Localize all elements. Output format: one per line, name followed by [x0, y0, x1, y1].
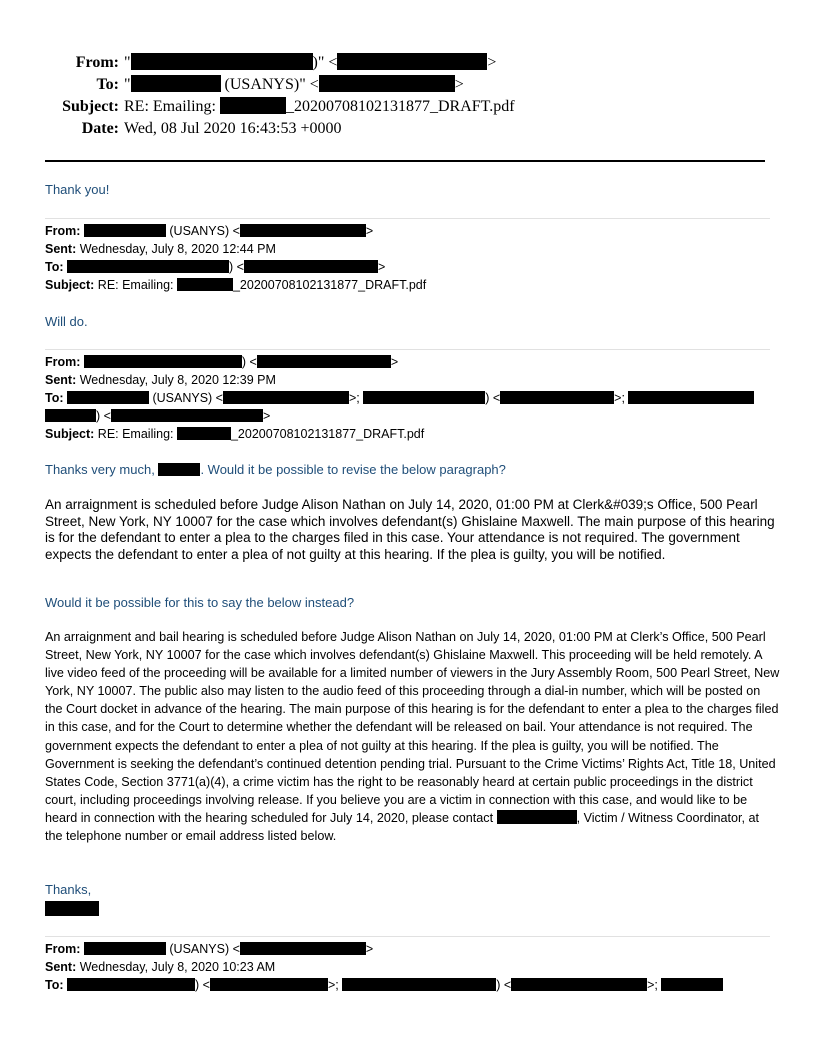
header-divider	[45, 160, 765, 162]
redaction	[131, 75, 221, 92]
redaction	[244, 260, 378, 273]
redaction	[363, 391, 485, 404]
header-from-label: From:	[75, 54, 119, 71]
message-body: Will do.	[45, 314, 88, 329]
redaction	[131, 53, 313, 70]
redaction	[84, 355, 242, 368]
revised-paragraph: An arraignment and bail hearing is scheduled before Judge Alison Nathan on July 14, 2020, 01:00 PM at Clerk’s Office, 500 Pearl Street, New York, NY 10007 for the case which involves defendant(s) Ghislaine Maxwell. This proceeding will be held remotely. A live video feed of the proceeding will be available for a limited number of viewers in the Jury Assembly Room, 500 Pearl Street, New York, NY 10007. The public also may listen to the audio feed of this proceeding through a dial-in number, which will be posted on the Court docket in advance of the hearing. The main purpose of this hearing is for the defendant to enter a plea to the charges filed in this case, and for the Court to determine whether the defendant will be released on bail. Your attendance is not required. The government expects the defendant to enter a plea of not guilty at this hearing. If the plea is guilty, you will be notified. The Government is seeking the defendant’s continued detention pending trial. Pursuant to the Crime Victims’ Rights Act, Title 18, United States Code, Section 3771(a)(4), a crime victim has the right to be reasonably heard at certain public proceedings in the district court, including proceedings involving release. If you believe you are a victim in connection with this case, and would like to be heard in connection with the hearing scheduled for July 14, 2020, please contact , Victim / Witness Coordinator, at the telephone number or email address listed below.	[45, 630, 780, 844]
redaction	[111, 409, 263, 422]
message-separator	[45, 349, 770, 350]
redaction	[240, 942, 366, 955]
message-subject: Subject: RE: Emailing: _20200708102131877_DRAFT.pdf	[45, 427, 425, 441]
message-to: To: (USANYS) < >; ) < >;	[45, 391, 754, 406]
header-to-label: To:	[96, 76, 119, 93]
message-question: Would it be possible for this to say the below instead?	[45, 595, 355, 610]
message-to: To: ) < >	[45, 260, 386, 274]
signature-redaction	[45, 901, 99, 916]
redaction	[67, 978, 195, 991]
header-subject-label: Subject:	[62, 98, 119, 115]
message-sent: Sent: Wednesday, July 8, 2020 12:44 PM	[45, 242, 276, 256]
redaction	[158, 463, 200, 476]
redaction	[45, 409, 96, 422]
message-from: From: ) < >	[45, 355, 399, 369]
message-sent: Sent: Wednesday, July 8, 2020 10:23 AM	[45, 960, 276, 974]
redaction	[661, 978, 723, 991]
message-from: From: (USANYS) < >	[45, 942, 374, 956]
header-date-value: Wed, 08 Jul 2020 16:43:53 +0000	[124, 120, 342, 137]
redaction	[177, 278, 233, 291]
message-to: To: ) < >; ) < >;	[45, 978, 723, 993]
signoff: Thanks,	[45, 882, 92, 897]
message-separator	[45, 936, 770, 937]
redaction	[257, 355, 391, 368]
message-body: Thanks very much, . Would it be possible to revise the below paragraph?	[45, 462, 506, 477]
message-sent: Sent: Wednesday, July 8, 2020 12:39 PM	[45, 373, 276, 387]
redaction	[223, 391, 349, 404]
redaction	[628, 391, 754, 404]
message-from: From: (USANYS) < >	[45, 224, 374, 238]
message-body: Thank you!	[45, 182, 110, 197]
redaction	[177, 427, 231, 440]
redaction	[511, 978, 647, 991]
redaction	[319, 75, 455, 92]
redaction	[500, 391, 614, 404]
redaction	[67, 391, 149, 404]
redaction	[220, 97, 286, 114]
redaction	[497, 810, 577, 824]
redaction	[84, 224, 166, 237]
header-to-value: " (USANYS)" < >	[124, 76, 464, 93]
header-date-label: Date:	[81, 120, 119, 137]
redaction	[240, 224, 366, 237]
header-from-value: " )" < >	[124, 54, 497, 71]
message-subject: Subject: RE: Emailing: _20200708102131877_DRAFT.pdf	[45, 278, 427, 292]
redaction	[337, 53, 487, 70]
redaction	[67, 260, 229, 273]
redaction	[342, 978, 496, 991]
redaction	[84, 942, 166, 955]
message-separator	[45, 218, 770, 219]
redaction	[210, 978, 328, 991]
original-paragraph: An arraignment is scheduled before Judge Alison Nathan on July 14, 2020, 01:00 PM at Clerk&#039;s Office, 500 Pearl Street, New York, NY 10007 for the case which involves defendant(s) Ghislaine Maxwell. The main purpose of this hearing is for the defendant to enter a plea to the charges filed in this case. Your attendance is not required. The government expects the defendant to enter a plea of not guilty at this hearing. If the plea is guilty, you will be notified.	[45, 497, 775, 562]
message-to-continued: ) < >	[45, 409, 270, 424]
header-subject-value: RE: Emailing: _20200708102131877_DRAFT.pdf	[124, 98, 515, 115]
